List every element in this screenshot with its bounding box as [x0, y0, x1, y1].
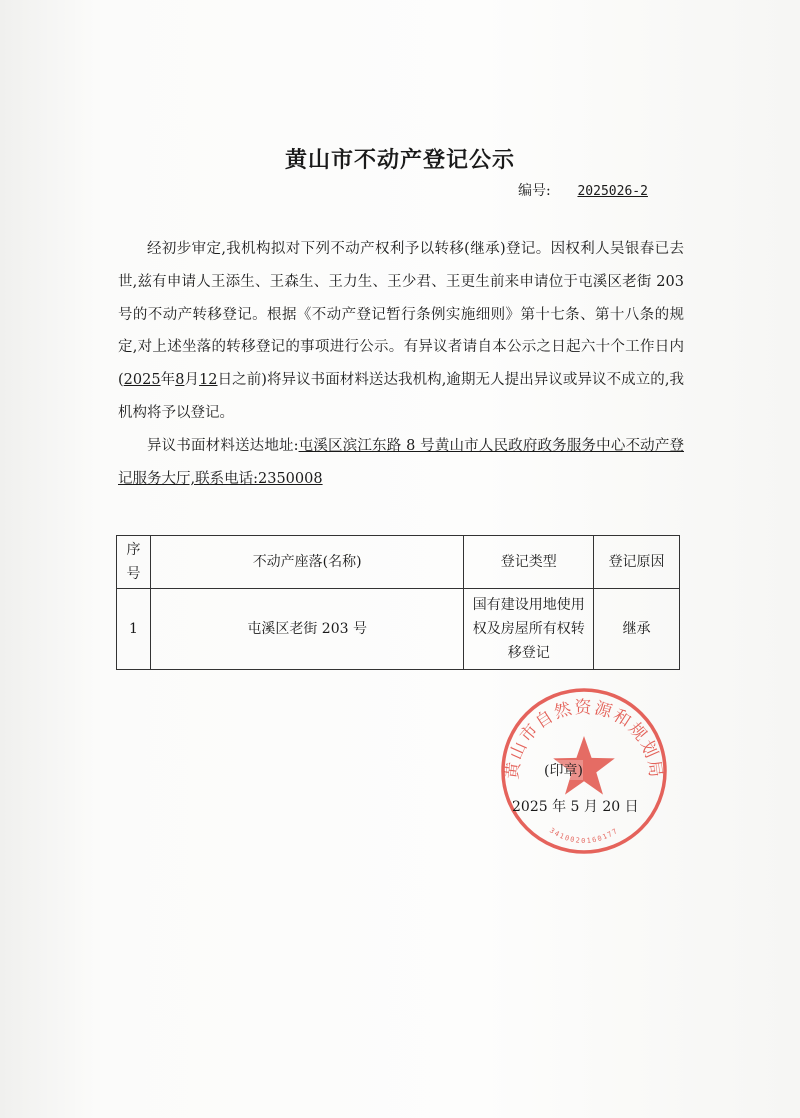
address-label: 异议书面材料送达地址: — [147, 437, 299, 454]
header-cell: 登记原因 — [594, 536, 680, 589]
deadline-day: 12 — [199, 372, 218, 389]
document-number — [518, 180, 661, 200]
official-seal — [499, 686, 669, 856]
table-cell: 继承 — [594, 589, 680, 670]
deadline-month: 8 — [175, 372, 185, 389]
deadline-year-unit: 年 — [160, 372, 176, 389]
seal-label: (印章) — [544, 760, 583, 780]
address-paragraph — [118, 430, 684, 496]
paragraph-text: 经初步审定,我机构拟对下列不动产权利予以转移(继承)登记。因权利人吴银春已去世,兹有申请人王添生、王森生、王力生、王少君、王更生前来申请位于屯溪区老街 203 号的不动产转移登记。根据《不动产登记暂行条例实施细则》第十七条、第十八条的规定,对上述坐落的转移登记的事项进行公示。有异议者请自本公示之日起六十个工作日内( — [118, 241, 684, 389]
header-cell: 不动产座落(名称) — [150, 536, 463, 589]
table-row — [117, 589, 680, 670]
deadline-suffix: 日之前)将异议书面材料送达我机构,逾期无人提出异议或异议不成立的,我机构将予以登记。 — [118, 372, 684, 421]
notice-body — [118, 233, 684, 495]
table-cell: 1 — [117, 589, 151, 670]
header-cell: 登记类型 — [464, 536, 594, 589]
deadline-year: 2025 — [123, 372, 161, 389]
registration-table — [116, 535, 680, 670]
seal-serial: 3410020160177 — [548, 826, 620, 845]
seal-org-name: 黄山市自然资源和规划局 — [502, 697, 666, 781]
deadline-month-unit: 月 — [184, 372, 200, 389]
document-number-value: 2025026-2 — [577, 184, 648, 199]
table-cell: 国有建设用地使用权及房屋所有权转移登记 — [464, 589, 594, 670]
notice-paragraph — [118, 233, 684, 430]
table-cell: 屯溪区老街 203 号 — [150, 589, 463, 670]
address-value: 屯溪区滨江东路 8 号黄山市人民政府政务服务中心不动产登记服务大厅,联系电话:2350008 — [118, 437, 684, 487]
document-number-label: 编号: — [518, 183, 551, 199]
page-title: 黄山市不动产登记公示 — [284, 148, 515, 173]
header-cell: 序号 — [117, 536, 151, 589]
table-header-row — [117, 536, 680, 589]
notice-date: 2025 年 5 月 20 日 — [512, 799, 639, 815]
